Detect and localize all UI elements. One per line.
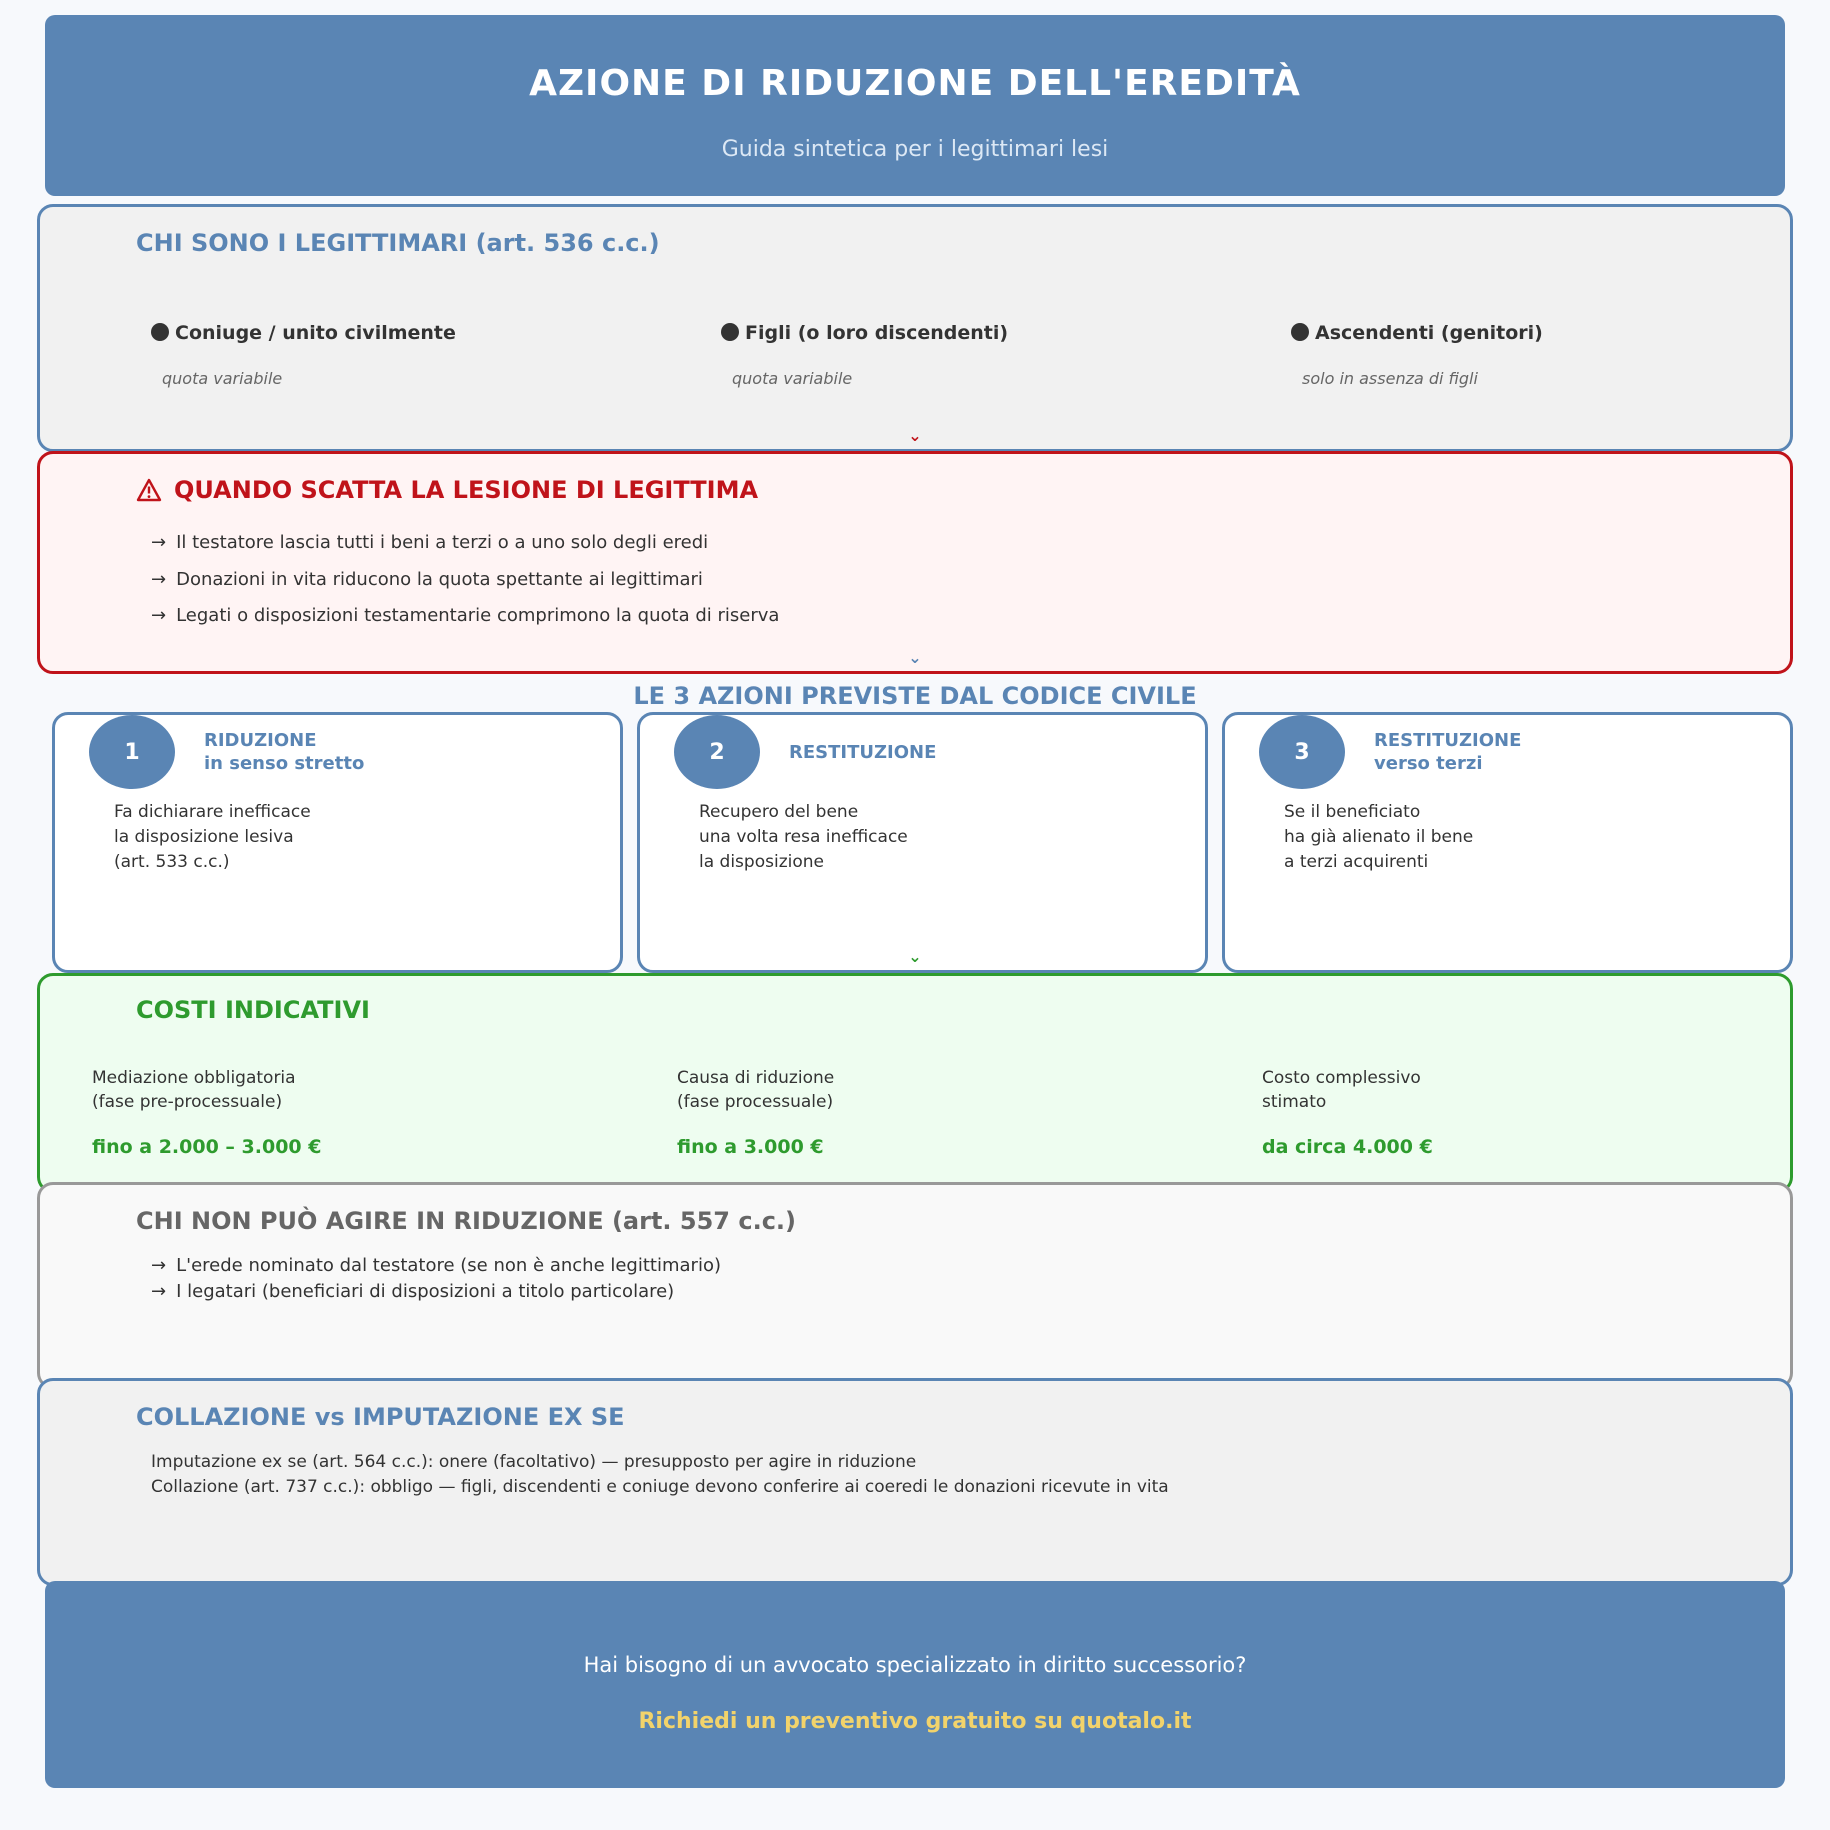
costi-title: COSTI INDICATIVI (136, 996, 370, 1024)
costo-label: Costo complessivo stimato (1262, 1068, 1421, 1112)
lesione-panel (37, 451, 1793, 674)
arrow-right-icon: → (151, 569, 167, 590)
collazione-line: Collazione (art. 737 c.c.): obbligo — figli, discendenti e coniuge devono conferire ai coeredi le donazioni ricevute in vita (151, 1477, 1169, 1497)
arrow-right-icon: → (151, 605, 167, 626)
azione-card (637, 712, 1208, 973)
footer-banner (45, 1581, 1785, 1788)
azione-title: RESTITUZIONE verso terzi (1374, 730, 1522, 774)
legittimario-note: quota variabile (732, 369, 853, 388)
chevron-down-icon: ⌄ (908, 426, 922, 445)
costo-value: da circa 4.000 € (1262, 1136, 1433, 1158)
lesione-bullet-text: Donazioni in vita riducono la quota spettante ai legittimari (176, 569, 703, 590)
legittimario-note: solo in assenza di figli (1302, 369, 1478, 388)
costi-panel (37, 973, 1793, 1193)
legittimario-name: Ascendenti (genitori) (1315, 322, 1543, 344)
esclusi-bullet-text: I legatari (beneficiari di disposizioni a titolo particolare) (176, 1281, 675, 1302)
costo-label: Causa di riduzione (fase processuale) (677, 1068, 835, 1112)
footer-question: Hai bisogno di un avvocato specializzato in diritto successorio? (583, 1653, 1247, 1677)
legittimario-name: Figli (o loro discendenti) (745, 322, 1009, 344)
azione-description: Fa dichiarare inefficace la disposizione lesiva (art. 533 c.c.) (114, 802, 311, 872)
lesione-bullet (151, 605, 779, 626)
azione-description: Se il beneficiato ha già alienato il bene a terzi acquirenti (1284, 802, 1474, 872)
azione-title: RIDUZIONE in senso stretto (204, 730, 365, 774)
page-subtitle: Guida sintetica per i legittimari lesi (721, 137, 1109, 162)
esclusi-bullet (151, 1255, 721, 1276)
costo-label: Mediazione obbligatoria (fase pre-processuale) (92, 1068, 296, 1112)
bullet-dot-icon (721, 323, 739, 341)
esclusi-bullet-text: L'erede nominato dal testatore (se non è anche legittimario) (176, 1255, 721, 1276)
legittimario-item (721, 322, 1008, 344)
costo-value: fino a 3.000 € (677, 1136, 824, 1158)
arrow-right-icon: → (151, 532, 167, 553)
lesione-title: QUANDO SCATTA LA LESIONE DI LEGITTIMA (174, 476, 759, 504)
lesione-bullet (151, 532, 708, 553)
azione-description: Recupero del bene una volta resa inefficace la disposizione (699, 802, 908, 872)
chevron-down-icon: ⌄ (908, 648, 922, 667)
bullet-dot-icon (151, 323, 169, 341)
azione-card (1222, 712, 1793, 973)
esclusi-title: CHI NON PUÒ AGIRE IN RIDUZIONE (art. 557 c.c.) (136, 1207, 796, 1235)
chevron-down-icon: ⌄ (908, 947, 922, 966)
lesione-bullet-text: Legati o disposizioni testamentarie comprimono la quota di riserva (176, 605, 780, 626)
collazione-line: Imputazione ex se (art. 564 c.c.): onere (facoltativo) — presupposto per agire in riduzione (151, 1452, 917, 1472)
legittimario-note: quota variabile (162, 369, 283, 388)
collazione-panel (37, 1378, 1793, 1586)
header-banner (45, 15, 1785, 196)
lesione-header (136, 476, 758, 504)
azioni-title: LE 3 AZIONI PREVISTE DAL CODICE CIVILE (633, 682, 1197, 710)
lesione-bullet-text: Il testatore lascia tutti i beni a terzi o a uno solo degli eredi (176, 532, 709, 553)
lesione-bullet (151, 569, 703, 590)
page-title: AZIONE DI RIDUZIONE DELL'EREDITÀ (529, 63, 1301, 104)
legittimario-item (151, 322, 456, 344)
step-number: 3 (1259, 715, 1345, 789)
collazione-title: COLLAZIONE vs IMPUTAZIONE EX SE (136, 1403, 625, 1431)
legittimari-panel (37, 204, 1793, 452)
esclusi-panel (37, 1182, 1793, 1389)
esclusi-bullet (151, 1281, 674, 1302)
step-number: 1 (89, 715, 175, 789)
footer-cta-link[interactable]: Richiedi un preventivo gratuito su quotalo.it (638, 1709, 1192, 1734)
arrow-right-icon: → (151, 1281, 167, 1302)
legittimario-name: Coniuge / unito civilmente (175, 322, 456, 344)
step-number: 2 (674, 715, 760, 789)
legittimari-title: CHI SONO I LEGITTIMARI (art. 536 c.c.) (136, 229, 660, 257)
costo-value: fino a 2.000 – 3.000 € (92, 1136, 322, 1158)
bullet-dot-icon (1291, 323, 1309, 341)
arrow-right-icon: → (151, 1255, 167, 1276)
azione-card (52, 712, 623, 973)
warning-icon (136, 478, 162, 502)
azione-title: RESTITUZIONE (789, 742, 937, 763)
legittimario-item (1291, 322, 1543, 344)
